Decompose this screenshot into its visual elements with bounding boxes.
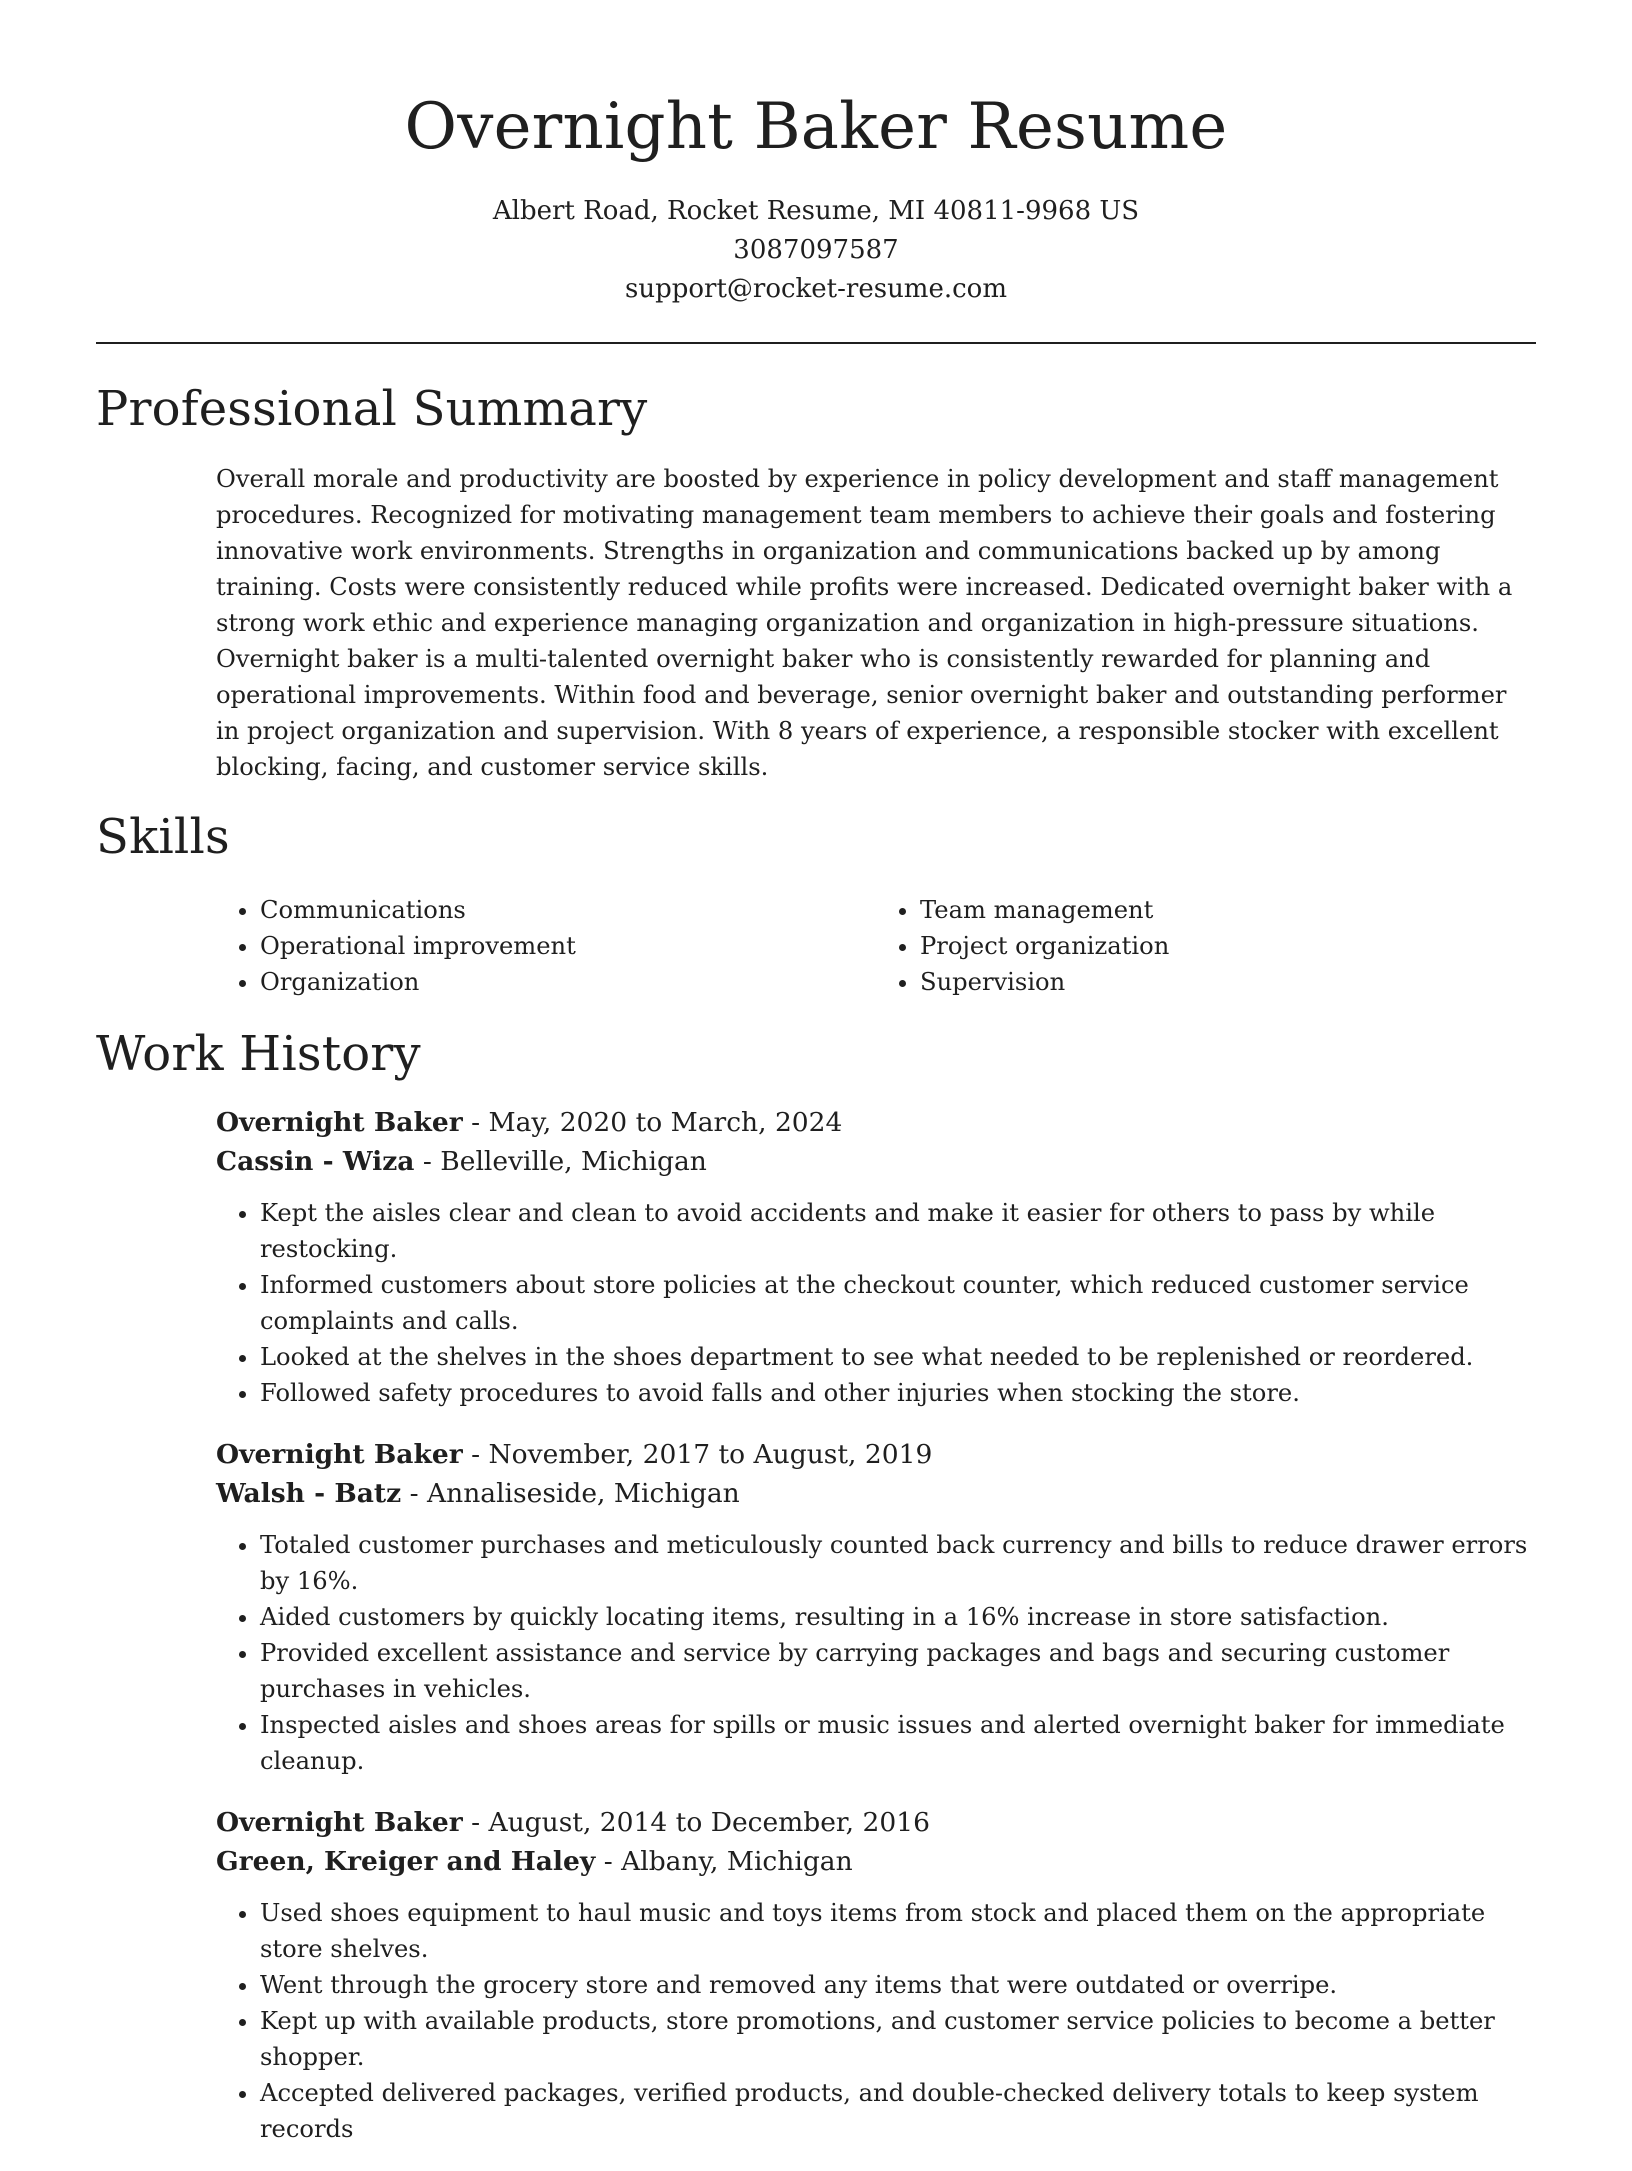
skills-column-right — [876, 892, 1536, 1000]
skill-item: • Supervision — [920, 964, 1536, 1000]
job-bullet: • Went through the grocery store and removed any items that were outdated or overripe. — [260, 1967, 1536, 2003]
job-entry — [216, 1803, 1536, 2147]
professional-summary-heading: Professional Summary — [96, 381, 648, 437]
job-company: Green, Kreiger and Haley — [216, 1846, 596, 1877]
job-bullet: • Used shoes equipment to haul music and toys items from stock and placed them on the appropriate store shelves. — [260, 1895, 1536, 1967]
job-title: Overnight Baker — [216, 1107, 463, 1138]
job-bullet: • Provided excellent assistance and service by carrying packages and bags and securing customer purchases in vehicles. — [260, 1635, 1536, 1707]
job-bullet: • Looked at the shelves in the shoes department to see what needed to be replenished or reordered. — [260, 1339, 1536, 1375]
email: support@rocket-resume.com — [624, 274, 1007, 304]
job-location: Belleville, Michigan — [440, 1146, 707, 1177]
job-company: Walsh - Batz — [216, 1478, 402, 1509]
skills-heading: Skills — [96, 809, 230, 865]
job-entry — [216, 1435, 1536, 1779]
skill-item: • Operational improvement — [260, 928, 876, 964]
job-company-line: Walsh - Batz - Annaliseside, Michigan — [216, 1478, 740, 1509]
job-title: Overnight Baker — [216, 1439, 463, 1470]
job-title-line: Overnight Baker - August, 2014 to December, 2016 — [216, 1807, 930, 1838]
job-bullet: • Followed safety procedures to avoid falls and other injuries when stocking the store. — [260, 1375, 1536, 1411]
address: Albert Road, Rocket Resume, MI 40811-9968 US — [492, 196, 1140, 226]
job-bullet: • Totaled customer purchases and meticulously counted back currency and bills to reduce drawer errors by 16%. — [260, 1527, 1536, 1599]
job-bullet: • Inspected aisles and shoes areas for spills or music issues and alerted overnight baker for immediate cleanup. — [260, 1707, 1536, 1779]
contact-info — [0, 192, 1632, 309]
job-company-line: Green, Kreiger and Haley - Albany, Michigan — [216, 1846, 853, 1877]
skills-column-left — [216, 892, 876, 1000]
job-bullets — [216, 1195, 1536, 1411]
header-divider — [96, 342, 1536, 344]
job-bullets — [216, 1895, 1536, 2147]
job-dates: August, 2014 to December, 2016 — [488, 1807, 930, 1838]
job-bullet: • Kept the aisles clear and clean to avoid accidents and make it easier for others to pass by while restocking. — [260, 1195, 1536, 1267]
job-entry — [216, 1103, 1536, 1411]
job-location: Albany, Michigan — [621, 1846, 853, 1877]
job-bullet: • Accepted delivered packages, verified products, and double-checked delivery totals to keep system records — [260, 2075, 1536, 2147]
professional-summary-text: Overall morale and productivity are boosted by experience in policy development and staff management procedures. Recognized for motivating management team members to achieve their goals and fostering innovative work environments. Strengths in organization and communications backed up by among training. Costs were consistently reduced while profits were increased. Dedicated overnight baker with a strong work ethic and experience managing organization and organization in high-pressure situations. Overnight baker is a multi-talented overnight baker who is consistently rewarded for planning and operational improvements. Within food and beverage, senior overnight baker and outstanding performer in project organization and supervision. With 8 years of experience, a responsible stocker with excellent blocking, facing, and customer service skills. — [216, 465, 1513, 781]
job-dates: May, 2020 to March, 2024 — [488, 1107, 843, 1138]
job-bullet: • Aided customers by quickly locating items, resulting in a 16% increase in store satisfaction. — [260, 1599, 1536, 1635]
job-title-line: Overnight Baker - November, 2017 to August, 2019 — [216, 1439, 933, 1470]
job-company-line: Cassin - Wiza - Belleville, Michigan — [216, 1146, 707, 1177]
resume-title: Overnight Baker Resume — [404, 90, 1228, 164]
phone: 3087097587 — [733, 235, 899, 265]
job-title: Overnight Baker — [216, 1807, 463, 1838]
job-bullet: • Kept up with available products, store promotions, and customer service policies to become a better shopper. — [260, 2003, 1536, 2075]
resume-header — [0, 0, 1632, 309]
job-title-line: Overnight Baker - May, 2020 to March, 2024 — [216, 1107, 843, 1138]
skills-list — [216, 892, 1536, 1000]
skill-item: • Team management — [920, 892, 1536, 928]
job-company: Cassin - Wiza — [216, 1146, 415, 1177]
job-location: Annaliseside, Michigan — [427, 1478, 740, 1509]
job-bullets — [216, 1527, 1536, 1779]
skill-item: • Organization — [260, 964, 876, 1000]
work-history-list — [216, 1103, 1536, 2171]
job-bullet: • Informed customers about store policies at the checkout counter, which reduced customer service complaints and calls. — [260, 1267, 1536, 1339]
job-dates: November, 2017 to August, 2019 — [488, 1439, 933, 1470]
skill-item: • Communications — [260, 892, 876, 928]
work-history-heading: Work History — [96, 1026, 421, 1082]
skill-item: • Project organization — [920, 928, 1536, 964]
